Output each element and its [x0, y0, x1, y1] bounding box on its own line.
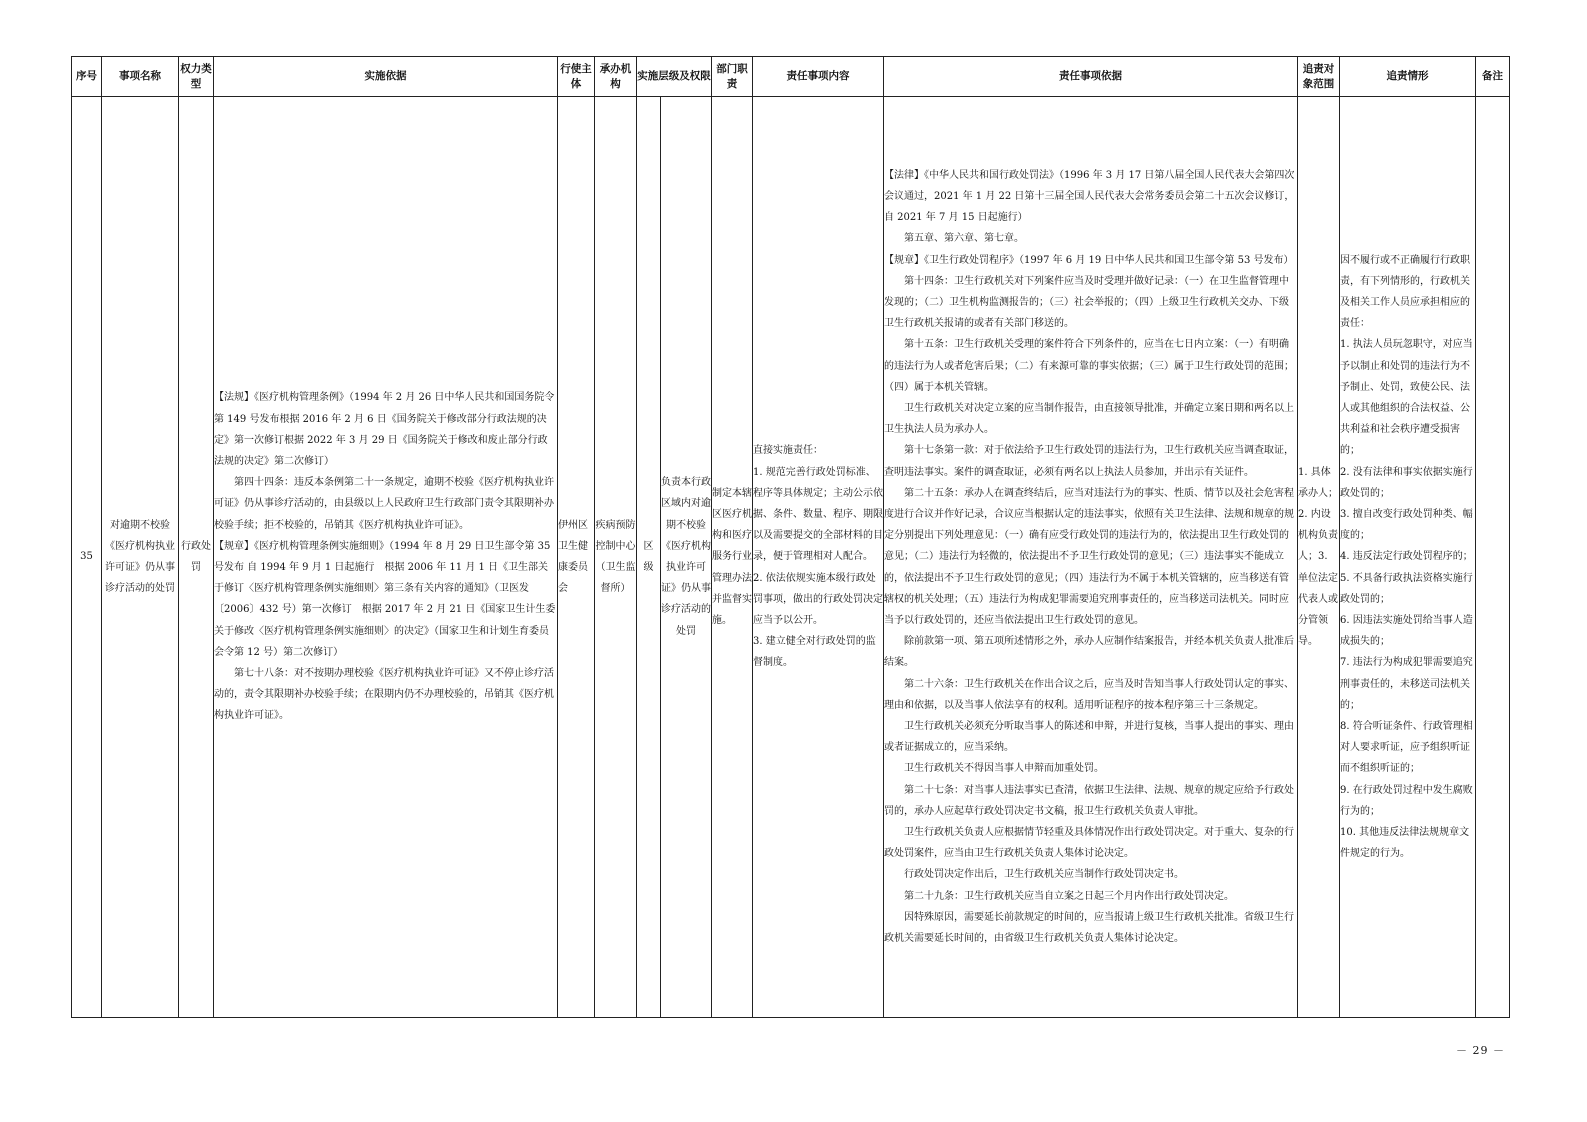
header-resp-basis: 责任事项依据 — [884, 57, 1298, 97]
header-duty: 部门职责 — [712, 57, 753, 97]
cell-scope: 1. 具体承办人；2. 内设机构负责人；3. 单位法定代表人或分管领导。 — [1298, 97, 1340, 1018]
list-item: 直接实施责任： — [753, 445, 823, 457]
list-item: 4. 违反法定行政处罚程序的； — [1340, 551, 1473, 563]
list-item: 2. 依法依规实施本级行政处罚事项，做出的行政处罚决定应当予以公开。 — [753, 572, 883, 626]
paragraph: 【法规】《医疗机构管理条例》（1994 年 2 月 26 日中华人民共和国国务院令第 149 号发布根据 2016 年 2 月 6 日《国务院关于修改部分行政法规的决定》第一次修订根据 2022 年 3 月 29 日《国务院关于修改和废止部分行政法规的决定》第二次修订） — [214, 392, 555, 467]
cell-seq: 35 — [72, 97, 102, 1018]
cell-level-a: 区级 — [637, 97, 661, 1018]
paragraph: 第二十五条：承办人在调查终结后，应当对违法行为的事实、性质、情节以及社会危害程度进行合议并作好记录，合议应当根据认定的违法事实，依照有关卫生法律、法规和规章的规定分别提出下列处理意见：（一）确有应受行政处罚的违法行为的，依法提出卫生行政处罚的意见；（二）违法行为轻微的，依法提出不予卫生行政处罚的意见；（三）违法事实不能成立的，依法提出不予卫生行政处罚的意见；（四）违法行为不属于本机关管辖的，应当移送有管辖权的机关处理；（五）违法行为构成犯罪需要追究刑事责任的，应当移送司法机关。同时应当予以行政处罚的，还应当依法提出卫生行政处罚的意见。 — [884, 487, 1294, 626]
header-type: 权力类型 — [179, 57, 214, 97]
paragraph: 【规章】《卫生行政处罚程序》（1997 年 6 月 19 日中华人民共和国卫生部令第 53 号发布） — [884, 254, 1294, 266]
cell-type: 行政处罚 — [179, 97, 214, 1018]
cell-remark — [1476, 97, 1510, 1018]
paragraph: 第十四条：卫生行政机关对下列案件应当及时受理并做好记录：（一）在卫生监督管理中发现的；（二）卫生机构监测报告的；（三）社会举报的；（四）上级卫生行政机关交办、下级卫生行政机关报请的或者有关部门移送的。 — [884, 275, 1289, 330]
paragraph: 因特殊原因，需要延长前款规定的时间的，应当报请上级卫生行政机关批准。省级卫生行政机关需要延长时间的，由省级卫生行政机关负责人集体讨论决定。 — [884, 911, 1294, 945]
cell-level-b: 负责本行政区域内对逾期不校验《医疗机构执业许可证》仍从事诊疗活动的处罚 — [661, 97, 712, 1018]
paragraph: 卫生行政机关必须充分听取当事人的陈述和申辩，并进行复核，当事人提出的事实、理由或者证据成立的，应当采纳。 — [884, 721, 1294, 754]
paragraph: 第五章、第六章、第七章。 — [904, 233, 1024, 245]
list-item: 6. 因违法实施处罚给当事人造成损失的； — [1340, 615, 1473, 648]
list-item: 2. 没有法律和事实依据实施行政处罚的； — [1340, 466, 1473, 499]
resp-basis-text — [884, 165, 1297, 950]
page-number: － 29 － — [1456, 1044, 1505, 1057]
list-item: 1. 规范完善行政处罚标准、程序等具体规定；主动公示依据、条件、数量、程序、期限以及需要提交的全部材料的目录，便于管理相对人配合。 — [753, 466, 883, 563]
cell-org: 疾病预防控制中心（卫生监督所） — [595, 97, 637, 1018]
paragraph: 第二十九条：卫生行政机关应当自立案之日起三个月内作出行政处罚决定。 — [904, 890, 1234, 902]
paragraph: 第四十四条：违反本条例第二十一条规定，逾期不校验《医疗机构执业许可证》仍从事诊疗活动的，由县级以上人民政府卫生行政部门责令其限期补办校验手续；拒不校验的，吊销其《医疗机构执业许可证》。 — [214, 477, 554, 531]
header-subject: 行使主体 — [558, 57, 595, 97]
header-name: 事项名称 — [102, 57, 179, 97]
header-seq: 序号 — [72, 57, 102, 97]
cell-basis — [214, 97, 558, 1018]
header-org: 承办机构 — [595, 57, 637, 97]
cell-name: 对逾期不校验《医疗机构执业许可证》仍从事诊疗活动的处罚 — [102, 97, 179, 1018]
cell-resp-basis — [884, 97, 1298, 1018]
cell-duty: 制定本辖区医疗机构和医疗服务行业管理办法并监督实施。 — [712, 97, 753, 1018]
paragraph: 除前款第一项、第五项所述情形之外，承办人应制作结案报告，并经本机关负责人批准后结案。 — [884, 636, 1294, 669]
paragraph: 【法律】《中华人民共和国行政处罚法》（1996 年 3 月 17 日第八届全国人民代表大会第四次会议通过，2021 年 1 月 22 日第十三届全国人民代表大会常务委员会第二十五次会议修订，自 2021 年 7 月 15 日起施行） — [884, 169, 1295, 224]
list-item: 9. 在行政处罚过程中发生腐败行为的； — [1340, 784, 1473, 817]
paragraph: 第十五条：卫生行政机关受理的案件符合下列条件的，应当在七日内立案：（一）有明确的违法行为人或者危害后果；（二）有来源可靠的事实依据；（三）属于卫生行政处罚的范围；（四）属于本机关管辖。 — [884, 339, 1294, 393]
paragraph: 行政处罚决定作出后，卫生行政机关应当制作行政处罚决定书。 — [904, 869, 1184, 881]
header-row — [72, 57, 1510, 97]
header-level: 实施层级及权限 — [637, 57, 712, 97]
cell-content — [753, 97, 884, 1018]
content-text — [753, 440, 883, 673]
situation-text — [1340, 250, 1475, 865]
list-item: 5. 不具备行政执法资格实施行政处罚的； — [1340, 572, 1473, 605]
header-situation: 追责情形 — [1340, 57, 1476, 97]
list-item: 7. 违法行为构成犯罪需要追究刑事责任的，未移送司法机关的； — [1340, 657, 1473, 711]
paragraph: 卫生行政机关负责人应根据情节轻重及具体情况作出行政处罚决定。对于重大、复杂的行政处罚案件，应当由卫生行政机关负责人集体讨论决定。 — [884, 827, 1294, 860]
paragraph: 【规章】《医疗机构管理条例实施细则》（1994 年 8 月 29 日卫生部令第 35 号发布 自 1994 年 9 月 1 日起施行 根据 2006 年 11 月 1 日《卫生部关于修订〈医疗机构管理条例实施细则〉第三条有关内容的通知》（卫医发〔2006〕432 号）第一次修订 根据 2017 年 2 月 21 日《国家卫生计生委关于修改〈医疗机构管理条例实施细则〉的决定》（国家卫生和计划生育委员会令第 12 号）第二次修订） — [214, 540, 556, 658]
list-item: 3. 擅自改变行政处罚种类、幅度的； — [1340, 508, 1473, 542]
paragraph: 第十七条第一款：对于依法给予卫生行政处罚的违法行为，卫生行政机关应当调查取证，查明违法事实。案件的调查取证，必须有两名以上执法人员参加，并出示有关证件。 — [884, 445, 1294, 478]
list-item: 8. 符合听证条件、行政管理相对人要求听证，应予组织听证而不组织听证的； — [1340, 721, 1473, 775]
cell-subject: 伊州区卫生健康委员会 — [558, 97, 595, 1018]
list-item: 1. 执法人员玩忽职守，对应当予以制止和处罚的违法行为不予制止、处罚，致使公民、法人或其他组织的合法权益、公共利益和社会秩序遭受损害的； — [1340, 339, 1473, 457]
header-remark: 备注 — [1476, 57, 1510, 97]
paragraph: 卫生行政机关对决定立案的应当制作报告，由直接领导批准，并确定立案日期和两名以上卫生执法人员为承办人。 — [884, 402, 1294, 436]
list-item: 3. 建立健全对行政处罚的监督制度。 — [753, 636, 876, 669]
list-item: 10. 其他违反法律法规规章文件规定的行为。 — [1340, 827, 1470, 860]
cell-situation — [1340, 97, 1476, 1018]
paragraph: 第七十八条：对不按期办理校验《医疗机构执业许可证》又不停止诊疗活动的，责令其限期补办校验手续；在限期内仍不办理校验的，吊销其《医疗机构执业许可证》。 — [214, 668, 554, 722]
header-basis: 实施依据 — [214, 57, 558, 97]
responsibility-table — [71, 56, 1510, 1018]
basis-text — [214, 387, 557, 726]
list-item: 因不履行或不正确履行行政职责，有下列情形的，行政机关及相关工作人员应承担相应的责任： — [1340, 254, 1470, 330]
table-row — [72, 97, 1510, 1018]
paragraph: 第二十七条：对当事人违法事实已查清，依据卫生法律、法规、规章的规定应给予行政处罚的，承办人应起草行政处罚决定书文稿，报卫生行政机关负责人审批。 — [884, 784, 1294, 817]
header-scope: 追责对象范围 — [1298, 57, 1340, 97]
paragraph: 卫生行政机关不得因当事人申辩而加重处罚。 — [904, 763, 1104, 775]
paragraph: 第二十六条：卫生行政机关在作出合议之后，应当及时告知当事人行政处罚认定的事实、理由和依据，以及当事人依法享有的权利。适用听证程序的按本程序第三十三条规定。 — [884, 678, 1294, 711]
header-content: 责任事项内容 — [753, 57, 884, 97]
